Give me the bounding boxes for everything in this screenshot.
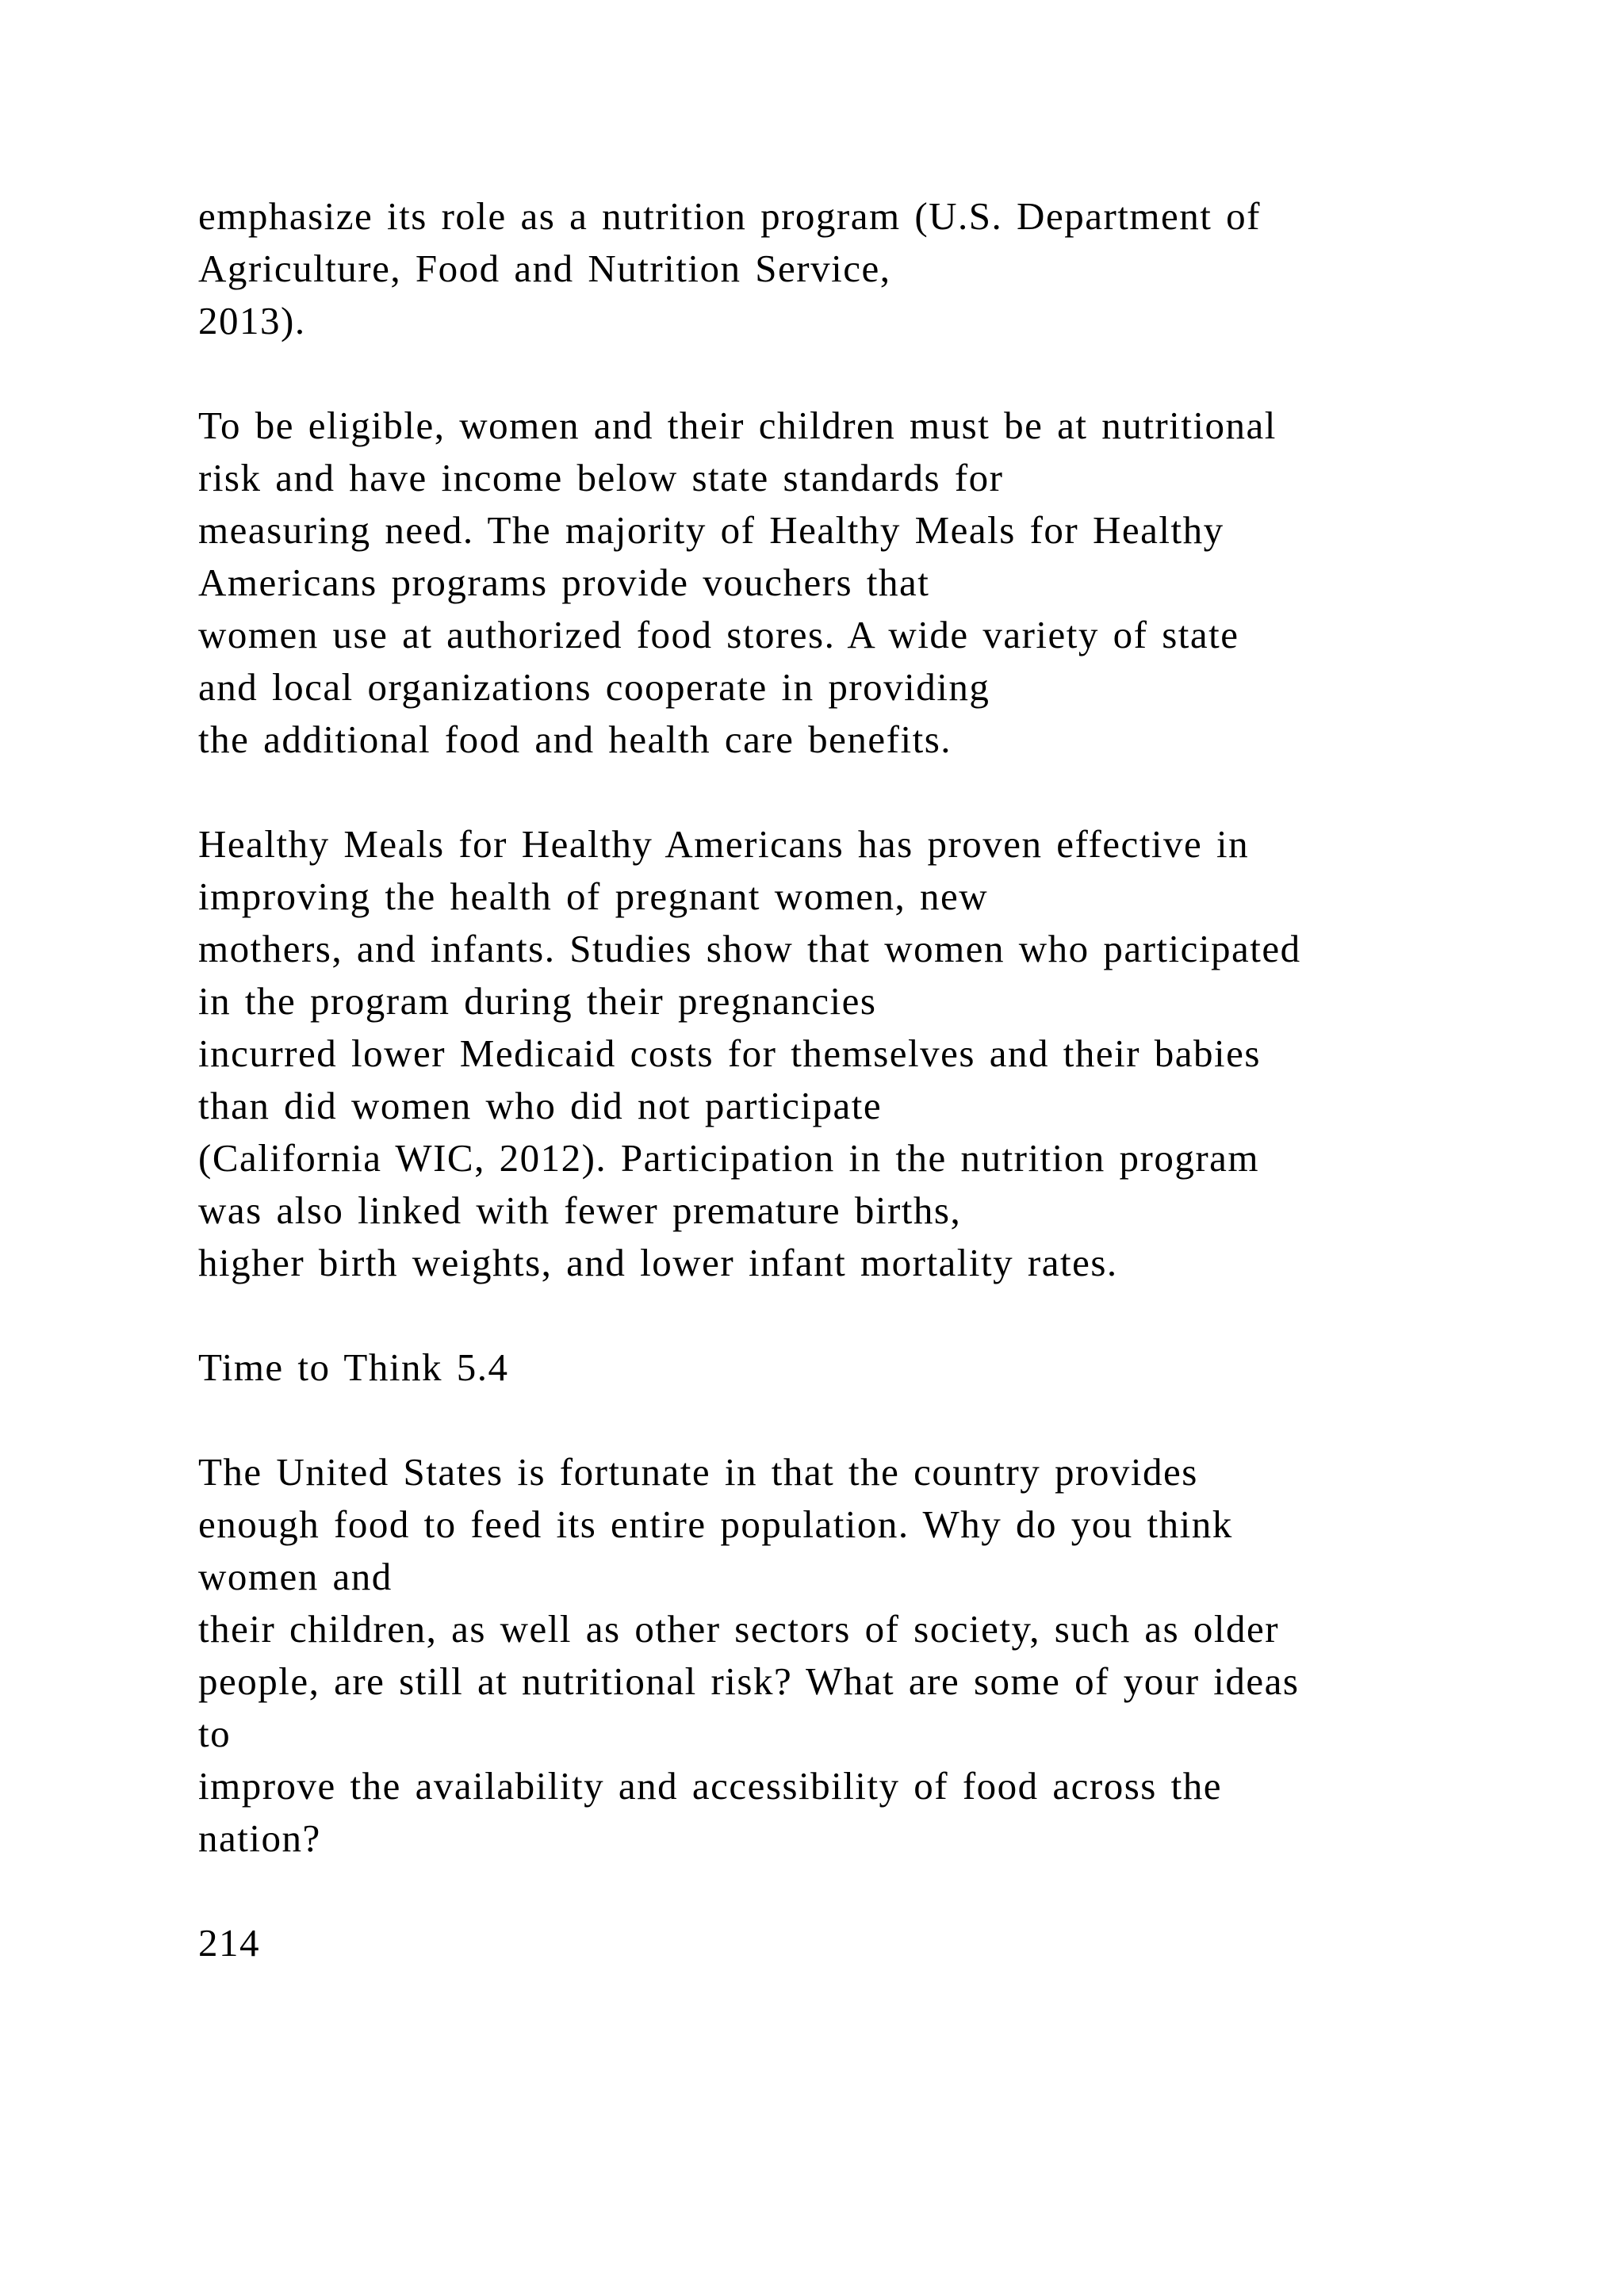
page-number: 214 [198, 1921, 260, 1965]
text-line: than did women who did not participate [198, 1084, 883, 1127]
document-body [198, 190, 1499, 1969]
text-line: higher birth weights, and lower infant mortality rates. [198, 1241, 1118, 1284]
text-line: mothers, and infants. Studies show that women who participated [198, 927, 1301, 970]
text-line: risk and have income below state standards for [198, 456, 1004, 499]
text-line: nation? [198, 1816, 321, 1860]
text-line: improving the health of pregnant women, new [198, 874, 989, 918]
text-line: 2013). [198, 299, 306, 342]
text-line: the additional food and health care benefits. [198, 718, 952, 761]
paragraph-citation-continuation [198, 190, 1499, 347]
text-line: The United States is fortunate in that the country provides [198, 1450, 1198, 1494]
section-heading-time-to-think [198, 1341, 1499, 1394]
text-line: women use at authorized food stores. A wide variety of state [198, 613, 1239, 656]
text-line: (California WIC, 2012). Participation in the nutrition program [198, 1136, 1260, 1180]
text-line: to [198, 1712, 232, 1755]
section-heading: Time to Think 5.4 [198, 1345, 509, 1389]
page-number-block [198, 1917, 1499, 1969]
text-line: people, are still at nutritional risk? What are some of your ideas [198, 1659, 1300, 1703]
text-line: improve the availability and accessibility of food across the [198, 1764, 1222, 1808]
text-line: women and [198, 1555, 393, 1598]
text-line: emphasize its role as a nutrition program (U.S. Department of [198, 194, 1261, 238]
text-line: Agriculture, Food and Nutrition Service, [198, 247, 891, 290]
text-line: in the program during their pregnancies [198, 979, 877, 1023]
text-line: was also linked with fewer premature births, [198, 1188, 962, 1232]
paragraph-effectiveness [198, 818, 1499, 1289]
text-line: measuring need. The majority of Healthy Meals for Healthy [198, 508, 1224, 552]
text-line: their children, as well as other sectors of society, such as older [198, 1607, 1280, 1651]
text-line: enough food to feed its entire population. Why do you think [198, 1502, 1233, 1546]
text-line: Americans programs provide vouchers that [198, 561, 930, 604]
text-line: To be eligible, women and their children must be at nutritional [198, 404, 1277, 447]
text-line: Healthy Meals for Healthy Americans has proven effective in [198, 822, 1250, 866]
paragraph-discussion-question [198, 1446, 1499, 1865]
paragraph-eligibility [198, 400, 1499, 766]
text-line: incurred lower Medicaid costs for themselves and their babies [198, 1031, 1261, 1075]
text-line: and local organizations cooperate in providing [198, 665, 990, 709]
